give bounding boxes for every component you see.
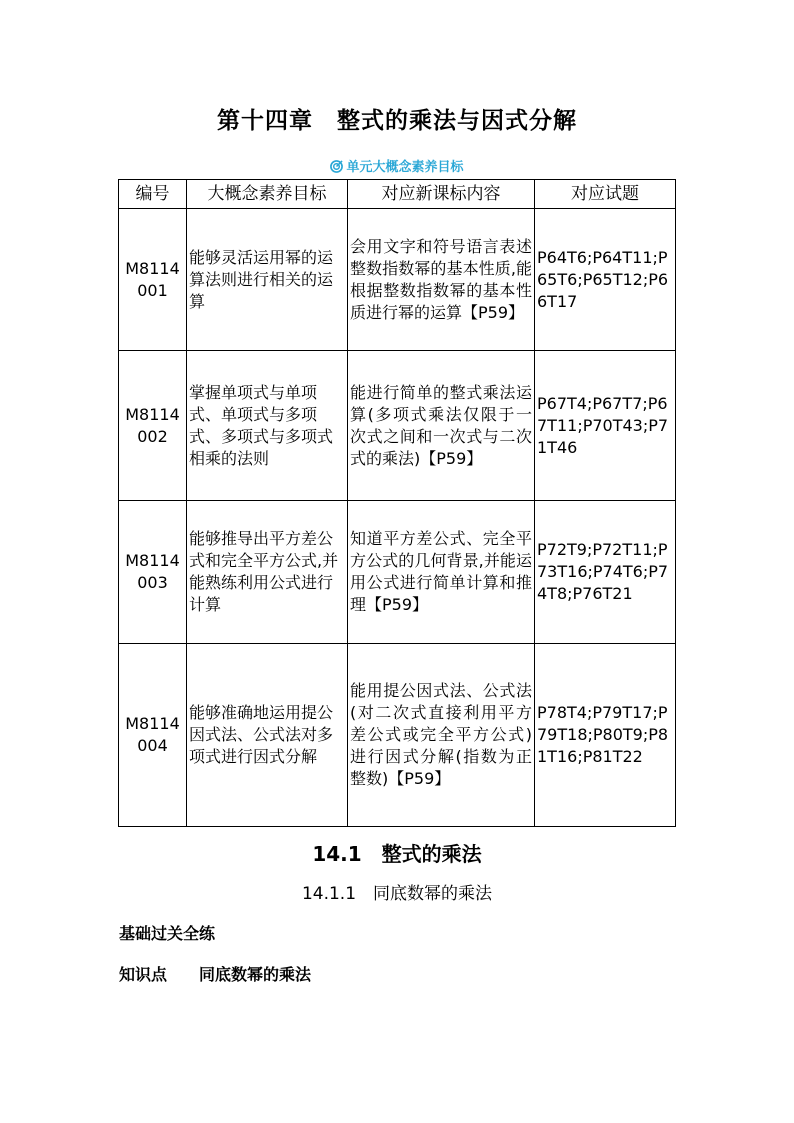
table-row <box>119 351 676 501</box>
row-items: P72T9;P72T11;P73T16;P74T6;P74T8;P76T21 <box>535 501 676 644</box>
row-content: 能进行简单的整式乘法运算(多项式乘法仅限于一次式之间和一次式与二次式的乘法)【P59】 <box>348 351 535 501</box>
section-heading: 14.1 整式的乘法 <box>312 842 482 866</box>
header-code: 编号 <box>119 180 187 209</box>
header-items: 对应试题 <box>535 180 676 209</box>
section-badge <box>0 156 794 175</box>
target-icon <box>330 160 343 173</box>
table-row <box>119 644 676 827</box>
header-goal: 大概念素养目标 <box>187 180 348 209</box>
goals-table <box>118 179 676 827</box>
row-items: P67T4;P67T7;P67T11;P70T43;P71T46 <box>535 351 676 501</box>
row-code: M8114 003 <box>119 501 187 644</box>
row-code: M8114 002 <box>119 351 187 501</box>
chapter-title: 第十四章 整式的乘法与因式分解 <box>217 108 577 134</box>
knowledge-point-heading: 知识点 同底数幂的乘法 <box>119 965 312 984</box>
subsection-heading: 14.1.1 同底数幂的乘法 <box>301 884 493 904</box>
table-row <box>119 209 676 351</box>
row-goal: 能够推导出平方差公式和完全平方公式,并能熟练利用公式进行计算 <box>187 501 348 644</box>
header-content: 对应新课标内容 <box>348 180 535 209</box>
row-content: 会用文字和符号语言表述整数指数幂的基本性质,能根据整数指数幂的基本性质进行幂的运算【P59】 <box>348 209 535 351</box>
row-goal: 能够灵活运用幂的运算法则进行相关的运算 <box>187 209 348 351</box>
row-code: M8114 001 <box>119 209 187 351</box>
row-code: M8114 004 <box>119 644 187 827</box>
row-goal: 能够准确地运用提公因式法、公式法对多项式进行因式分解 <box>187 644 348 827</box>
table-row <box>119 501 676 644</box>
row-content: 知道平方差公式、完全平方公式的几何背景,并能运用公式进行简单计算和推理【P59】 <box>348 501 535 644</box>
row-items: P64T6;P64T11;P65T6;P65T12;P66T17 <box>535 209 676 351</box>
section-badge-label: 单元大概念素养目标 <box>346 160 464 175</box>
practice-heading: 基础过关全练 <box>119 924 216 943</box>
row-content: 能用提公因式法、公式法(对二次式直接利用平方差公式或完全平方公式)进行因式分解(指数为正整数)【P59】 <box>348 644 535 827</box>
row-items: P78T4;P79T17;P79T18;P80T9;P81T16;P81T22 <box>535 644 676 827</box>
table-header-row <box>119 180 676 209</box>
row-goal: 掌握单项式与单项式、单项式与多项式、多项式与多项式相乘的法则 <box>187 351 348 501</box>
